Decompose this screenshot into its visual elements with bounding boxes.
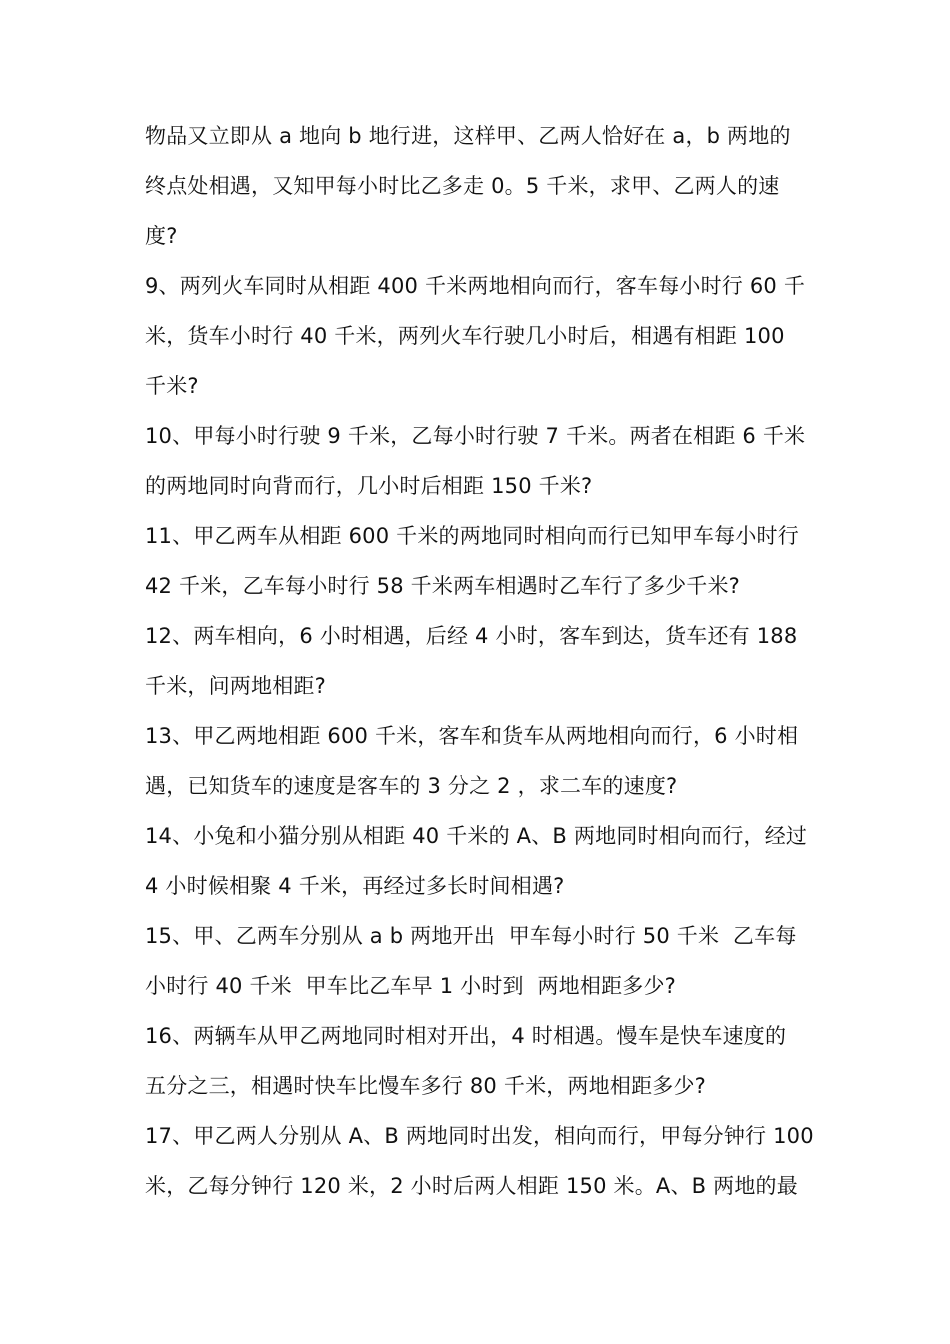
text-line: 13、甲乙两地相距 600 千米，客车和货车从两地相向而行，6 小时相 bbox=[145, 724, 799, 748]
text-line: 千米，问两地相距? bbox=[145, 674, 326, 698]
text-line: 10、甲每小时行驶 9 千米，乙每小时行驶 7 千米。两者在相距 6 千米 bbox=[145, 424, 806, 448]
text-line: 终点处相遇，又知甲每小时比乙多走 0。5 千米，求甲、乙两人的速 bbox=[145, 174, 780, 198]
text-line: 42 千米，乙车每小时行 58 千米两车相遇时乙车行了多少千米? bbox=[145, 574, 741, 598]
text-line: 16、两辆车从甲乙两地同时相对开出，4 时相遇。慢车是快车速度的 bbox=[145, 1024, 787, 1048]
text-line: 物品又立即从 a 地向 b 地行进，这样甲、乙两人恰好在 a，b 两地的 bbox=[145, 124, 791, 148]
text-line: 米，乙每分钟行 120 米，2 小时后两人相距 150 米。A、B 两地的最 bbox=[145, 1174, 798, 1198]
text-line: 米，货车小时行 40 千米，两列火车行驶几小时后，相遇有相距 100 bbox=[145, 324, 785, 348]
text-line: 4 小时候相聚 4 千米，再经过多长时间相遇? bbox=[145, 874, 565, 898]
text-line: 12、两车相向，6 小时相遇，后经 4 小时，客车到达，货车还有 188 bbox=[145, 624, 798, 648]
text-line: 11、甲乙两车从相距 600 千米的两地同时相向而行已知甲车每小时行 bbox=[145, 524, 799, 548]
text-line: 小时行 40 千米 甲车比乙车早 1 小时到 两地相距多少? bbox=[145, 974, 677, 998]
text-line: 五分之三，相遇时快车比慢车多行 80 千米，两地相距多少? bbox=[145, 1074, 707, 1098]
text-line: 的两地同时向背而行，几小时后相距 150 千米? bbox=[145, 474, 593, 498]
problem-text-block bbox=[145, 111, 815, 1211]
text-line: 遇，已知货车的速度是客车的 3 分之 2 ，求二车的速度? bbox=[145, 774, 678, 798]
text-line: 15、甲、乙两车分别从 a b 两地开出 甲车每小时行 50 千米 乙车每 bbox=[145, 924, 797, 948]
text-line: 14、小兔和小猫分别从相距 40 千米的 A、B 两地同时相向而行，经过 bbox=[145, 824, 808, 848]
text-line: 9、两列火车同时从相距 400 千米两地相向而行，客车每小时行 60 千 bbox=[145, 274, 806, 298]
text-line: 17、甲乙两人分别从 A、B 两地同时出发，相向而行，甲每分钟行 100 bbox=[145, 1124, 814, 1148]
text-line: 度? bbox=[145, 224, 178, 248]
text-line: 千米? bbox=[145, 374, 199, 398]
